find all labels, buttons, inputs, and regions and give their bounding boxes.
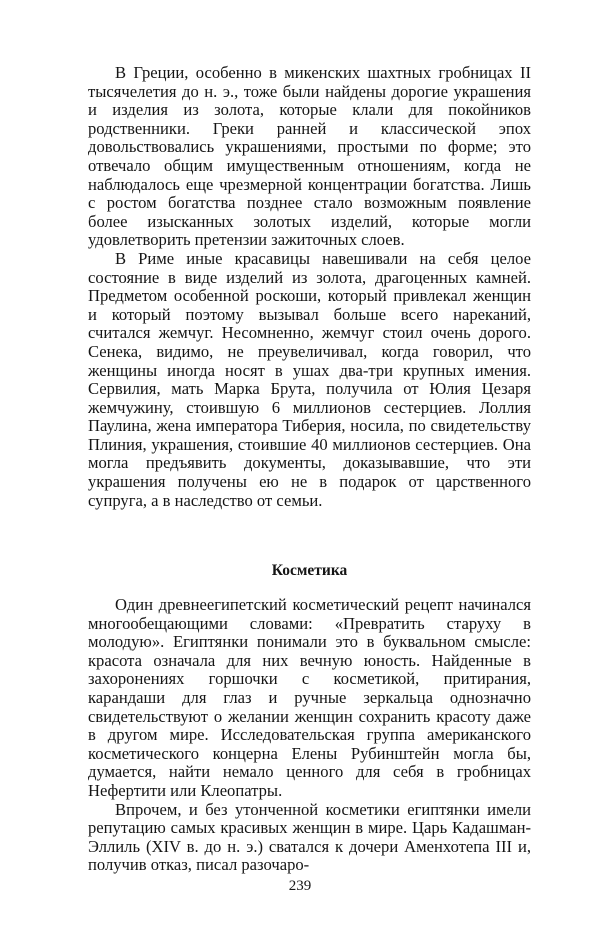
text-section-jewelry	[88, 64, 531, 510]
page-number: 239	[288, 878, 312, 894]
section-heading-wrap	[88, 562, 531, 580]
paragraph-greece: В Греции, особенно в микенских шахтных гробницах II тысячелетия до н. э., тоже были найдены дорогие украшения и изделия из золота, которые клали для покойников родственники. Греки ранней и классической эпох довольствовались украшениями, простыми по форме; это отвечало общим имущественным отношениям, когда не наблюдалось еще чрезмерной концентрации богатства. Лишь с ростом богатства позднее стало возможным появление более изысканных золотых изделий, которые могли удовлетворить претензии зажиточных слоев.	[88, 63, 531, 250]
paragraph-egypt-reputation: Впрочем, и без утонченной косметики египтянки имели репутацию самых красивых женщин в мире. Царь Кадашман-Эллиль (XIV в. до н. э.) сватался к дочери Аменхотепа III и, получив отказ, писал разочаро-	[88, 799, 531, 875]
text-section-cosmetics	[88, 596, 531, 875]
section-heading: Косметика	[271, 562, 348, 579]
paragraph-rome: В Риме иные красавицы навешивали на себя целое состояние в виде изделий из золота, драгоценных камней. Предметом особенной роскоши, который привлекал женщин и который поэтому вызывал больше всего нареканий, считался жемчуг. Несомненно, жемчуг стоил очень дорого. Сенека, видимо, не преувеличивал, когда говорил, что женщины иногда носят в ушах два-три крупных имения. Сервилия, мать Марка Брута, получила от Юлия Цезаря жемчужину, стоившую 6 миллионов сестерциев. Лоллия Паулина, жена императора Тиберия, носила, по свидетельству Плиния, украшения, стоившие 40 миллионов сестерциев. Она могла предъявить документы, доказывавшие, что эти украшения получены ею не в подарок от царственного супруга, а в наследство от семьи.	[88, 248, 531, 510]
paragraph-egypt-recipe: Один древнеегипетский косметический рецепт начинался многообещающими словами: «Превратить старуху в молодую». Египтянки понимали это в буквальном смысле: красота означала для них вечную юность. Найденные в захоронениях горшочки с косметикой, притирания, карандаши для глаз и ручные зеркальца однозначно свидетельствуют о желании женщин сохранить красоту даже в другом мире. Исследовательская группа американского косметического концерна Елены Рубинштейн могла бы, думается, найти немало ценного для себя в гробницах Нефертити или Клеопатры.	[88, 595, 531, 800]
